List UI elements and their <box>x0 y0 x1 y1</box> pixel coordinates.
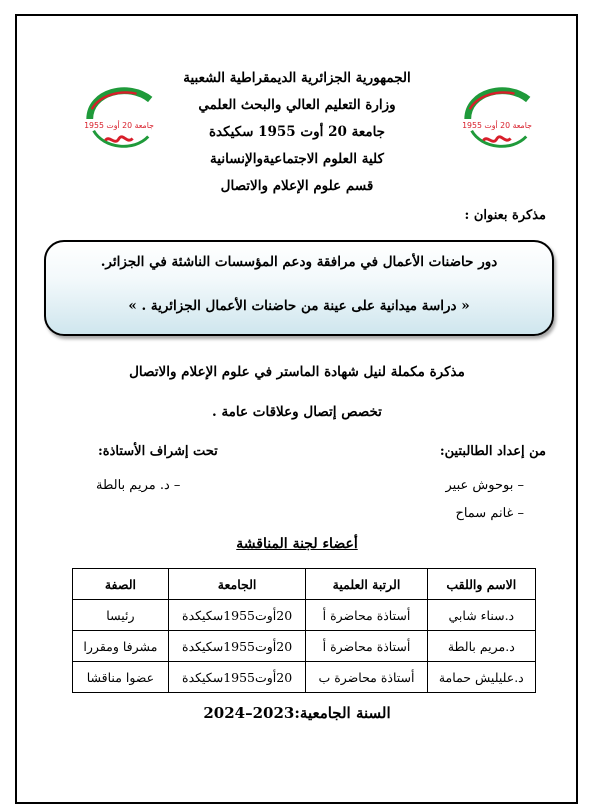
title-box <box>44 240 554 336</box>
jury-cell: أستاذة محاضرة ب <box>306 662 427 693</box>
jury-cell: مشرفا ومقررا <box>73 631 169 662</box>
supervisor-name: – د. مريم بالطة <box>96 478 181 493</box>
student-name-2: – غانم سماح <box>455 506 524 521</box>
jury-header-row <box>73 569 536 600</box>
jury-cell: 20أوت1955سكيكدة <box>168 662 306 693</box>
student-name-1: – بوحوش عبير <box>445 478 524 493</box>
academic-year: السنة الجامعية:2023–2024 <box>203 704 391 722</box>
jury-table <box>72 568 536 693</box>
jury-cell: أستاذة محاضرة أ <box>306 631 427 662</box>
jury-header-name: الاسم واللقب <box>427 569 535 600</box>
table-row <box>73 631 536 662</box>
header-republic: الجمهورية الجزائرية الديمقراطية الشعبية <box>183 70 411 86</box>
title-line-2: « دراسة ميدانية على عينة من حاضنات الأعمال الجزائرية . » <box>128 298 470 314</box>
jury-cell: عضوا مناقشا <box>73 662 169 693</box>
jury-cell: 20أوت1955سكيكدة <box>168 631 306 662</box>
jury-cell: رئيسا <box>73 600 169 631</box>
jury-header-university: الجامعة <box>168 569 306 600</box>
memo-title-label: مذكرة بعنوان : <box>464 208 546 223</box>
jury-cell: 20أوت1955سكيكدة <box>168 600 306 631</box>
jury-cell: أستاذة محاضرة أ <box>306 600 427 631</box>
jury-cell: د.سناء شابي <box>427 600 535 631</box>
jury-header-rank: الرتبة العلمية <box>306 569 427 600</box>
logo-text: جامعة 20 أوت 1955 <box>84 120 154 130</box>
table-row <box>73 600 536 631</box>
header-faculty: كلية العلوم الاجتماعيةوالإنسانية <box>210 151 384 167</box>
jury-header-role: الصفة <box>73 569 169 600</box>
university-logo-right <box>458 80 536 158</box>
students-label: من إعداد الطالبتين: <box>439 444 546 459</box>
header-university: جامعة 20 أوت 1955 سكيكدة <box>208 124 386 140</box>
header-ministry: وزارة التعليم العالي والبحث العلمي <box>198 97 396 113</box>
table-row <box>73 662 536 693</box>
header-department: قسم علوم الإعلام والاتصال <box>220 178 374 194</box>
logo-text: جامعة 20 أوت 1955 <box>462 120 532 130</box>
jury-title: أعضاء لجنة المناقشة <box>236 536 358 552</box>
jury-cell: د.عليليش حمامة <box>427 662 535 693</box>
title-line-1: دور حاضنات الأعمال في مرافقة ودعم المؤسسات الناشئة في الجزائر. <box>100 254 498 270</box>
jury-cell: د.مريم بالطة <box>427 631 535 662</box>
degree-statement: مذكرة مكملة لنيل شهادة الماستر في علوم الإعلام والاتصال <box>129 364 465 380</box>
university-logo-left <box>80 80 158 158</box>
supervisor-label: تحت إشراف الأستاذة: <box>98 444 218 459</box>
specialty: تخصص إتصال وعلاقات عامة . <box>212 404 382 420</box>
